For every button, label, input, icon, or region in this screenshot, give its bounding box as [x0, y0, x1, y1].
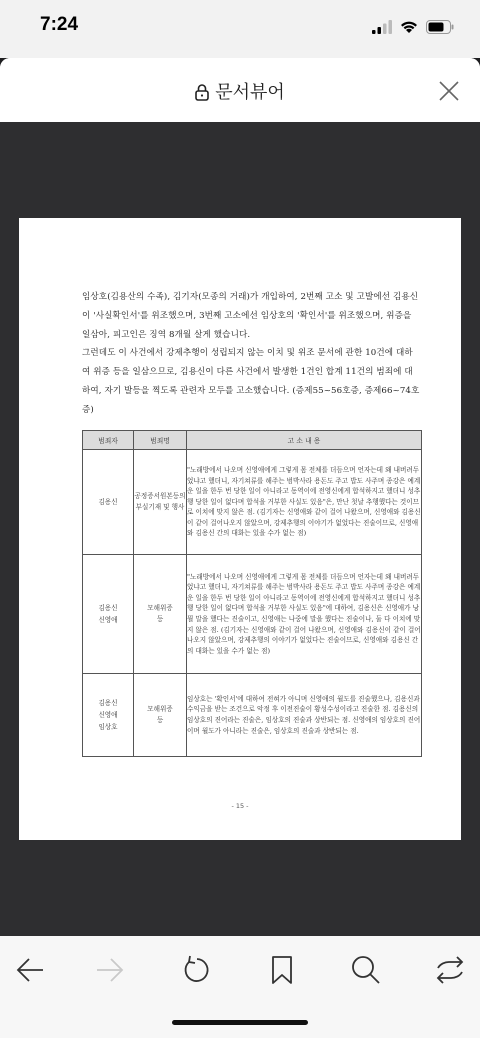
paragraph-1: 임상호(김용산의 수족), 김기자(모종의 거래)가 개입하여, 2번째 고소 및 고발에선 김용신이 '사실확인서'를 위조했으며, 3번째 고소에선 임상호의 '확인서'를 위조했으며, 위증을 일삼아, 피고인은 징역 8개월 살게 했습니다.	[82, 292, 419, 340]
table-header-row	[83, 431, 422, 450]
page-number: - 15 -	[231, 802, 249, 810]
reload-button[interactable]	[180, 954, 212, 986]
browser-toolbar	[0, 936, 480, 1038]
status-icons	[372, 20, 454, 34]
document-page	[19, 218, 461, 840]
wifi-icon	[400, 20, 418, 34]
close-button[interactable]	[438, 80, 460, 102]
signal-icon	[372, 20, 392, 34]
table-row	[83, 674, 422, 757]
document-viewer-sheet	[0, 58, 480, 1038]
status-bar	[0, 0, 480, 58]
document-viewport[interactable]	[0, 122, 480, 936]
forward-button[interactable]	[94, 954, 126, 986]
table-row	[83, 450, 422, 555]
status-time: 7:24	[40, 14, 79, 35]
lock-icon	[195, 84, 209, 101]
viewer-title	[0, 78, 480, 104]
content-cell: 임상호는 '확인서'에 대하여 전혀가 아니며 신영애의 월도를 진술했으나, 김용신과 수익금을 받는 조건으로 악정 후 이전진술이 황성수성이라고 진술한 점. 김용신의 임상호의 진어라는 진술은, 임상호의 진술과 상반되는 점. 신영애의 임상호의 진어이며 월도가 아니라는 진술은, 임상호의 진술과 상반되는 점.	[187, 674, 422, 757]
offender-cell: 김용신 신영애 임상호	[83, 674, 134, 757]
complaint-table	[82, 430, 422, 757]
viewer-title-text: 문서뷰어	[215, 82, 285, 103]
crime-cell: 공정증서원본등의 부실기재 및 행사	[134, 450, 187, 555]
header-offender: 범죄자	[83, 431, 134, 450]
back-button[interactable]	[14, 954, 46, 986]
content-cell: "노래방에서 나오며 신영애에게 그렇게 몸 전체를 더듬으며 언자는데 왜 내버려두었냐고 했더니, 자기쳐류를 해주는 범박사라 용돈도 주고 밥도 사주며 종강은 예계운 일을 한두 번 당한 일이 아니라고 동역이에 전영신에게 합석하지고 했더니 성추행 당한 일이 없다며 합석을 거부한 사실도 있음"에 대하여, 김용신은 신영애가 낭뮐 말을 했다는 진술이고, 신영애는 나중에 말을 했다는 진술이나, 둘 다 이치에 맞지 않은 점. (김기자는 신영애와 같이 걸어 나왔으며, 신영애와 김용신이 같이 걸어나오지 않았으며, 강제추행의 이야기가 없었다는 진술이므로, 신영애와 김용신 간의 대화는 있을 수가 없는 점)	[187, 555, 422, 674]
crime-cell: 모해위증 등	[134, 674, 187, 757]
content-cell: "노래방에서 나오며 신영애에게 그렇게 몸 전체를 더듬으며 언자는데 왜 내버려두었냐고 했더니, 자기쳐류를 해주는 범박사라 용돈도 주고 밥도 사주며 종강은 예계운 일을 한두 번 당한 일이 아니라고 동역이에 전영신에게 합석하지고 했더니 성추행 당한 일이 없다며 합석을 거부한 사실도 있음"은, 만난 첫날 추행했다는 것이므로 이치에 맞지 않은 점. (김기자는 신영애와 같이 걸어 나왔으며, 신영애와 김용신이 같이 걸어나오지 않았으며, 강제추행의 이야기가 없었다는 진술이므로, 신영애와 김용신 간의 대화는 있을 수가 없는 점)	[187, 450, 422, 555]
offender-cell: 김용신	[83, 450, 134, 555]
search-button[interactable]	[350, 954, 382, 986]
crime-cell: 모해위증 등	[134, 555, 187, 674]
viewer-header	[0, 58, 480, 122]
bookmark-button[interactable]	[266, 954, 298, 986]
header-content: 고 소 내 용	[187, 431, 422, 450]
offender-cell: 김용신 신영애	[83, 555, 134, 674]
battery-icon	[426, 20, 454, 34]
paragraph-2: 그런데도 이 사건에서 강제추행이 성립되지 않는 이치 및 위조 문서에 관한 10건에 대하여 위증 등을 일삼으므로, 김용신이 다른 사건에서 발생한 1건인 합계 11건의 범죄에 대하여, 자기 발등을 찍도록 관련자 모두를 고소했습니다. (증제55~56호증, 증제66~74호증)	[82, 348, 420, 415]
share-button[interactable]	[434, 954, 466, 986]
home-indicator	[172, 1020, 308, 1025]
header-crime: 범죄명	[134, 431, 187, 450]
table-row	[83, 555, 422, 674]
